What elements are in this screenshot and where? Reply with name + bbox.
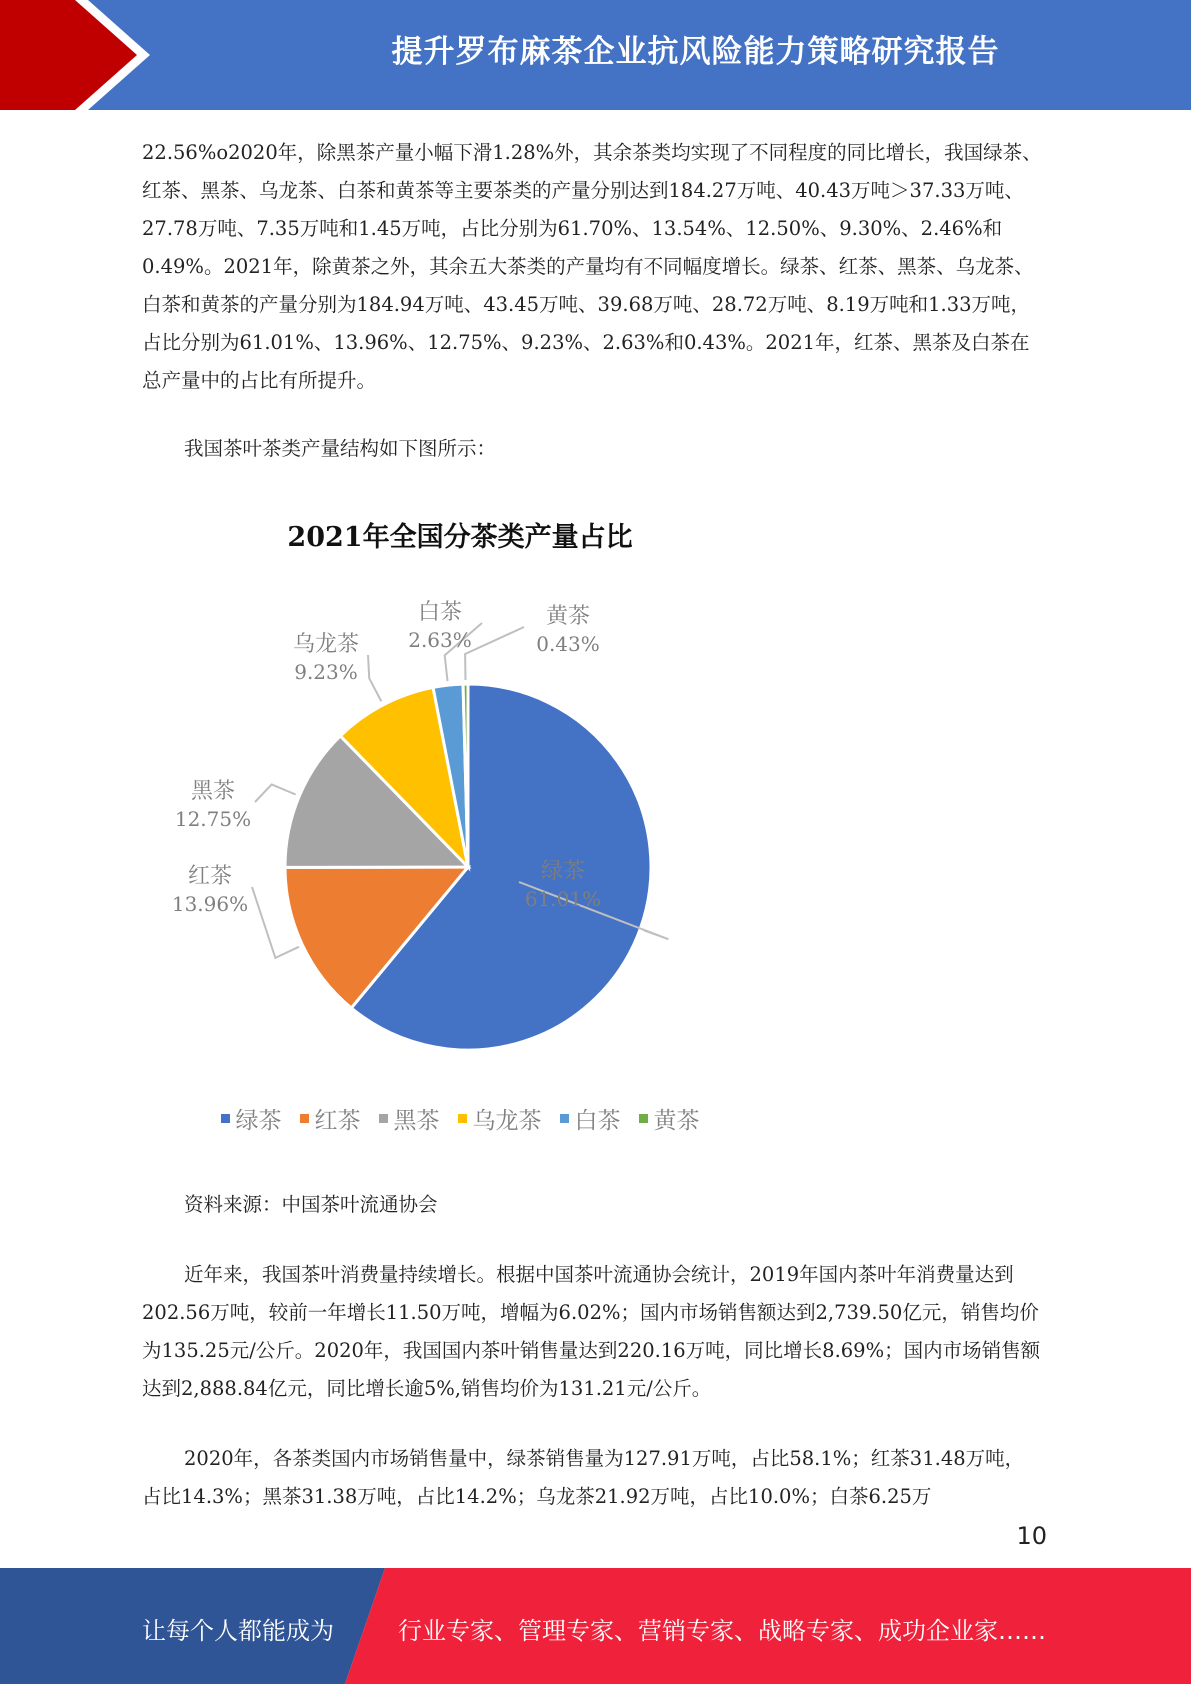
legend-swatch-3 <box>458 1114 467 1123</box>
footer-slogan-right: 行业专家、管理专家、营销专家、战略专家、成功企业家…… <box>398 1617 1046 1645</box>
page-footer <box>0 1568 1191 1684</box>
slice-value-label-4: 2.63% <box>408 628 472 652</box>
slice-category-label-3: 乌龙茶 <box>292 632 360 657</box>
paragraph-sales: 2020年，各茶类国内市场销售量中，绿茶销售量为127.91万吨，占比58.1%；红茶31.48万吨，占比14.3%；黑茶31.38万吨，占比14.2%；乌龙茶21.92万吨，占比10.0%；白茶6.25万 <box>142 1447 1025 1508</box>
legend-item-1 <box>300 1102 361 1135</box>
legend-swatch-1 <box>300 1114 309 1123</box>
pie-svg <box>140 495 780 1095</box>
page-number: 10 <box>1016 1522 1047 1550</box>
page-header <box>0 0 1191 110</box>
legend-swatch-5 <box>639 1114 648 1123</box>
paragraph-consumption: 近年来，我国茶叶消费量持续增长。根据中国茶叶流通协会统计，2019年国内茶叶年消费量达到202.56万吨，较前一年增长11.50万吨，增幅为6.02%；国内市场销售额达到2,739.50亿元，销售均价为135.25元/公斤。2020年，我国国内茶叶销售量达到220.16万吨，同比增长8.69%；国内市场销售额达到2,888.84亿元，同比增长逾5%,销售均价为131.21元/公斤。 <box>142 1263 1041 1400</box>
leader-line-3 <box>368 655 381 701</box>
slice-value-label-3: 9.23% <box>294 660 358 684</box>
legend-swatch-0 <box>221 1114 230 1123</box>
legend-label-1: 红茶 <box>314 1108 361 1134</box>
legend-label-3: 乌龙茶 <box>472 1108 542 1134</box>
legend-label-2: 黑茶 <box>393 1108 440 1134</box>
legend-label-0: 绿茶 <box>235 1108 282 1134</box>
slice-value-label-5: 0.43% <box>536 632 600 656</box>
report-title: 提升罗布麻茶企业抗风险能力策略研究报告 <box>391 34 1000 70</box>
slice-category-label-0: 绿茶 <box>540 859 586 884</box>
paragraph-chart-intro: 我国茶叶茶类产量结构如下图所示： <box>184 437 497 460</box>
slice-value-label-0: 61.01% <box>524 887 602 911</box>
source-note: 资料来源：中国茶叶流通协会 <box>184 1193 438 1216</box>
slice-value-label-1: 13.96% <box>171 892 249 916</box>
leader-line-5 <box>465 627 524 680</box>
slice-category-label-4: 白茶 <box>417 600 463 625</box>
chart-title: 2021年全国分茶类产量占比 <box>287 522 633 553</box>
chart-legend <box>140 1102 780 1135</box>
legend-item-3 <box>458 1102 542 1135</box>
slice-value-label-2: 12.75% <box>174 807 252 831</box>
slice-category-label-2: 黑茶 <box>190 779 236 804</box>
legend-item-5 <box>639 1102 700 1135</box>
tea-production-pie-chart <box>140 495 780 1155</box>
leader-line-2 <box>255 784 296 802</box>
legend-item-4 <box>560 1102 621 1135</box>
legend-label-5: 黄茶 <box>653 1108 700 1134</box>
slice-category-label-1: 红茶 <box>187 864 233 889</box>
legend-swatch-4 <box>560 1114 569 1123</box>
legend-label-4: 白茶 <box>574 1108 621 1134</box>
legend-item-2 <box>379 1102 440 1135</box>
legend-item-0 <box>221 1102 282 1135</box>
footer-slogan-left: 让每个人都能成为 <box>142 1617 334 1645</box>
paragraph-production: 22.56%o2020年，除黑茶产量小幅下滑1.28%外，其余茶类均实现了不同程度的同比增长，我国绿茶、红茶、黑茶、乌龙茶、白茶和黄茶等主要茶类的产量分别达到184.27万吨、40.43万吨＞37.33万吨、27.78万吨、7.35万吨和1.45万吨，占比分别为61.70%、13.54%、12.50%、9.30%、2.46%和0.49%。2021年，除黄茶之外，其余五大茶类的产量均有不同幅度增长。绿茶、红茶、黑茶、乌龙茶、白茶和黄茶的产量分别为184.94万吨、43.45万吨、39.68万吨、28.72万吨、8.19万吨和1.33万吨，占比分别为61.01%、13.96%、12.75%、9.23%、2.63%和0.43%。2021年，红茶、黑茶及白茶在总产量中的占比有所提升。 <box>142 141 1042 392</box>
slice-category-label-5: 黄茶 <box>545 604 591 629</box>
legend-swatch-2 <box>379 1114 388 1123</box>
